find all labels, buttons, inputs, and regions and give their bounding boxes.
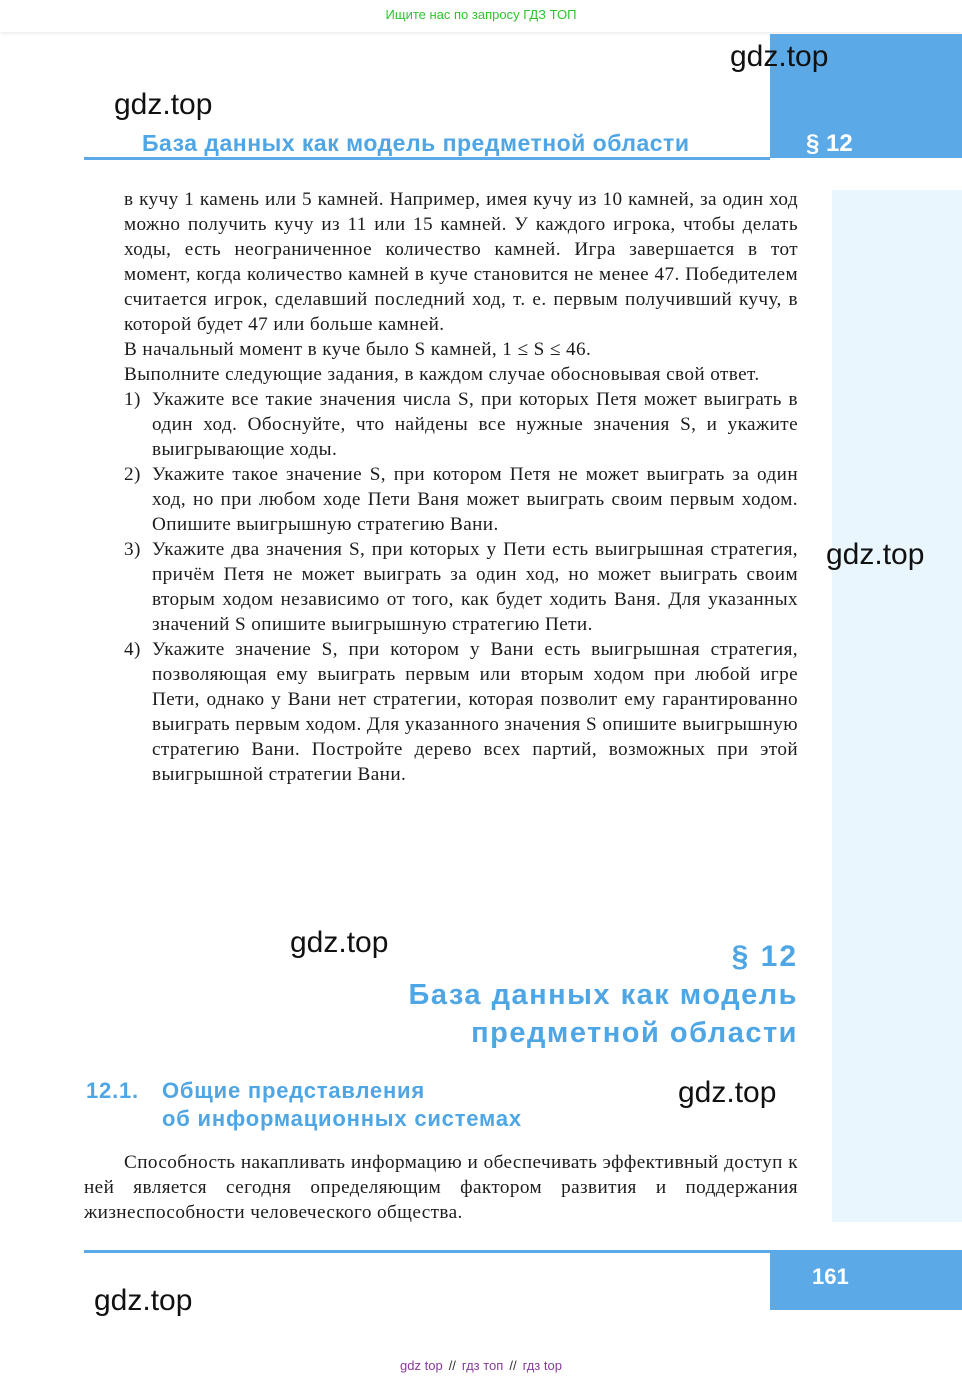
task-number: 3) [124, 539, 141, 560]
intro-paragraph: В начальный момент в куче было S камней, 1 ≤ S ≤ 46. [124, 339, 592, 360]
footer-link[interactable]: гдз top [522, 1358, 562, 1373]
task-item [124, 537, 798, 637]
task-item [124, 462, 798, 537]
task-number: 1) [124, 389, 141, 410]
task-list [124, 387, 798, 787]
footer-separator: // [448, 1358, 456, 1373]
header-rule [84, 157, 770, 160]
page-number-tab [770, 1250, 962, 1310]
section-title-line: База данных как модель [408, 979, 798, 1011]
intro-paragraph: Выполните следующие задания, в каждом случае обосновывая свой ответ. [124, 364, 760, 385]
task-item-text: Укажите два значения S, при которых у Пети есть выигрышная стратегия, причём Петя не может выиграть за один ход, но может выиграть своим вторым ходом независимо от того, как будет ходить Ваня. Для указанных значений S опишите выигрышную стратегию Пети. [152, 539, 798, 635]
intro-paragraph: в кучу 1 камень или 5 камней. Например, имея кучу из 10 камней, за один ход можно получить кучу из 11 или 15 камней. У каждого игрока, чтобы делать ходы, есть неограниченное количество камней. Игра завершается в тот момент, когда количество камней в куче становится не менее 47. Победителем считается игрок, сделавший последний ход, т. е. первым получивший кучу, в которой будет 47 или больше камней. [124, 189, 798, 335]
task-item-text: Укажите значение S, при котором у Вани есть выигрышная стратегия, позволяющая ему выиграть первым или вторым ходом при любой игре Пети, однако у Вани нет стратегии, которая позволит ему гарантированно выиграть первым ходом. Для указанного значения S опишите выигрышную стратегию Вани. Постройте дерево всех партий, возможных при этой выигрышной стратегии Вани. [152, 639, 798, 785]
task-item [124, 387, 798, 462]
footer-rule [84, 1250, 770, 1253]
section-tab-label: § 12 [806, 130, 853, 157]
watermark: gdz.top [94, 1284, 193, 1317]
section-heading [409, 938, 798, 1052]
running-title: База данных как модель предметной области [142, 130, 690, 156]
body-paragraph: Способность накапливать информацию и обеспечивать эффективный доступ к ней является сегодня определяющим фактором развития и поддержания жизнеспособности человеческого общества. [84, 1152, 798, 1223]
watermark: gdz.top [114, 88, 213, 121]
footer-link[interactable]: gdz top [400, 1358, 443, 1373]
task-text [124, 187, 798, 787]
watermark: gdz.top [678, 1076, 777, 1109]
task-item [124, 637, 798, 787]
footer-separator: // [509, 1358, 517, 1373]
watermark: gdz.top [290, 926, 389, 959]
footer-link[interactable]: гдз топ [461, 1358, 504, 1373]
task-number: 4) [124, 639, 141, 660]
task-item-text: Укажите такое значение S, при котором Петя не может выиграть за один ход, но при любом ходе Пети Ваня может выиграть своим первым ходом. Опишите выигрышную стратегию Вани. [152, 464, 798, 535]
task-item-text: Укажите все такие значения числа S, при которых Петя может выиграть в один ход. Обоснуйте, что найдены все нужные значения S, и укажите выигрывающие ходы. [152, 389, 798, 460]
margin-strip [832, 190, 962, 1222]
search-banner-text: Ищите нас по запросу ГДЗ ТОП [385, 7, 577, 22]
subsection-number: 12.1. [86, 1078, 139, 1103]
subsection-title-line: Общие представления [162, 1078, 426, 1103]
search-banner [0, 0, 962, 32]
task-number: 2) [124, 464, 141, 485]
footer-links [0, 1358, 962, 1373]
subsection-heading [86, 1077, 522, 1133]
section-number: § 12 [731, 940, 798, 973]
subsection-title-line: об информационных системах [162, 1106, 522, 1131]
watermark: gdz.top [826, 538, 925, 571]
section-title-line: предметной области [471, 1017, 798, 1049]
watermark: gdz.top [730, 40, 829, 73]
page-number: 161 [812, 1264, 849, 1289]
